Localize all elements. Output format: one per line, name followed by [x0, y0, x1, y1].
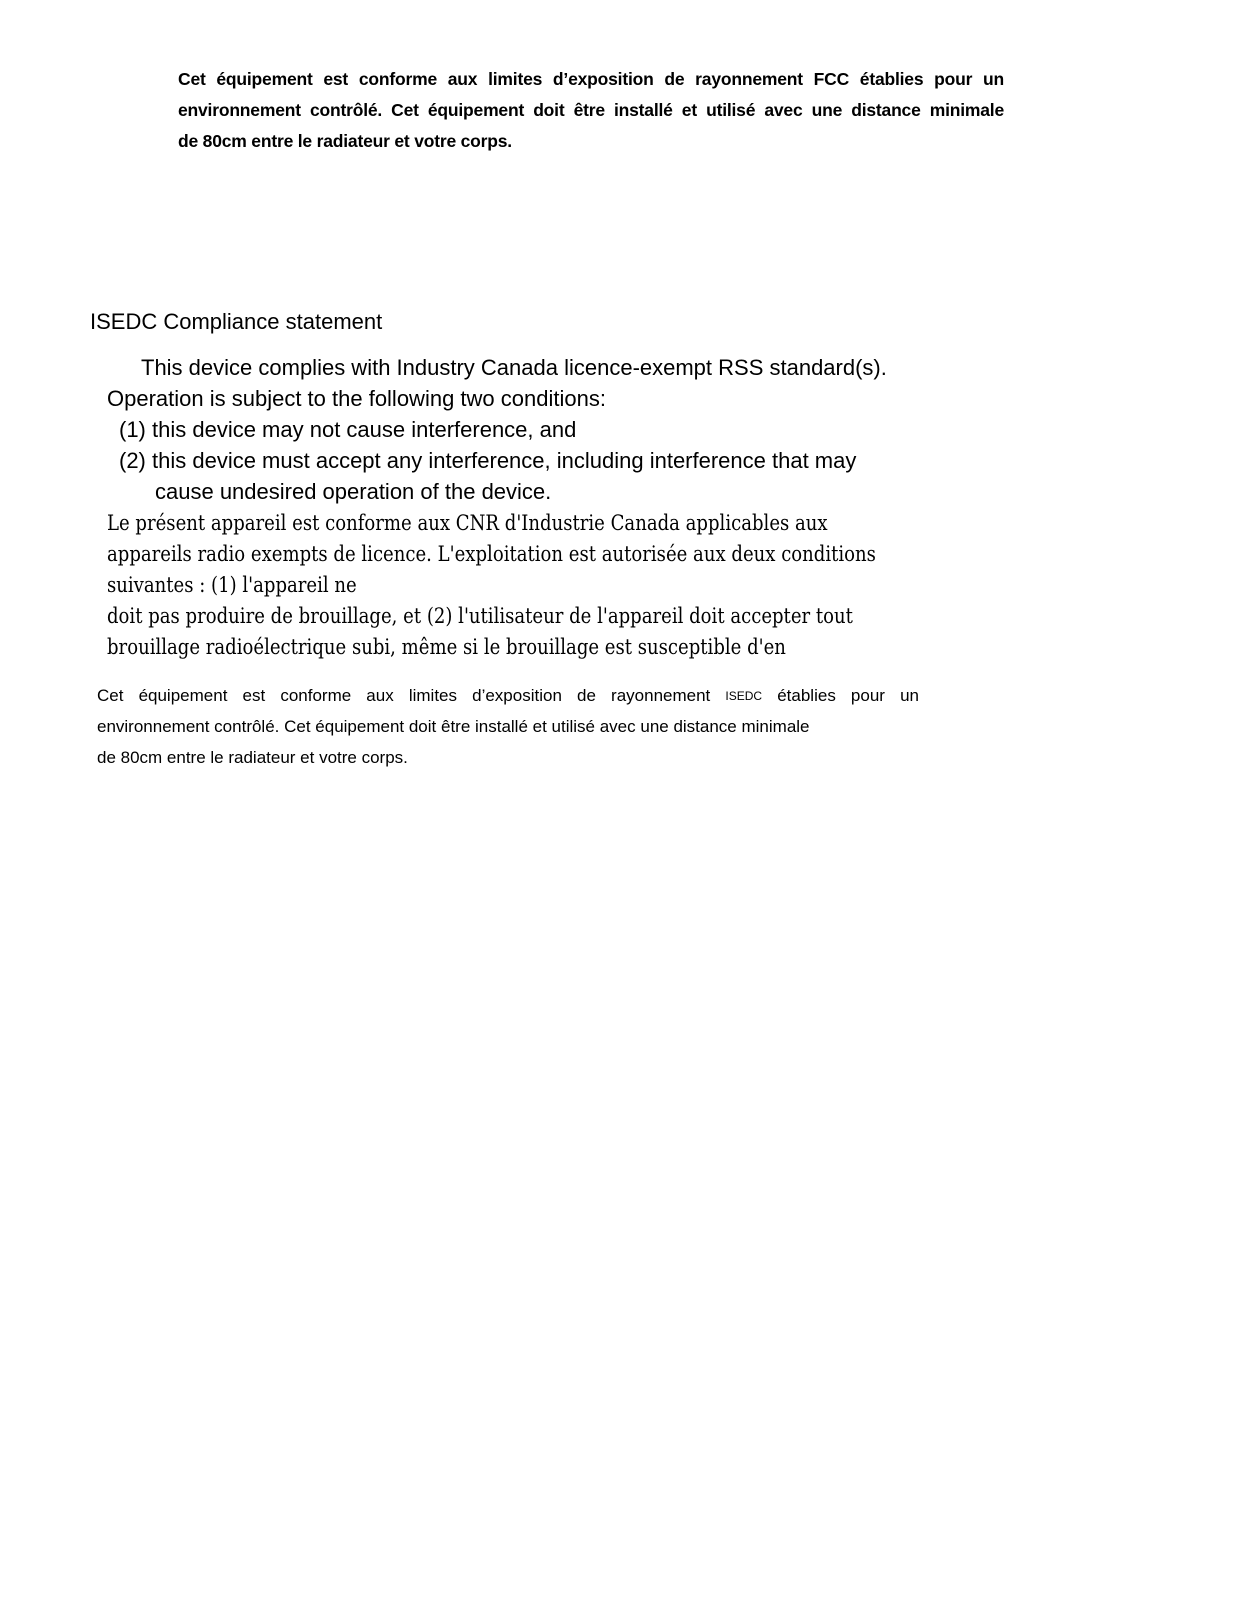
isedc-exposure-line-1	[97, 680, 919, 711]
isedc-exposure-line-1-start: Cet équipement est conforme aux limites d’exposition de rayonnement	[97, 686, 711, 705]
isedc-en-line-1: This device complies with Industry Canada licence-exempt RSS standard(s).	[141, 355, 887, 380]
isedc-en-line-2: Operation is subject to the following two conditions:	[107, 386, 606, 411]
isedc-exposure-line-1-end: établies pour un	[777, 686, 919, 705]
isedc-exposure-line-3: de 80cm entre le radiateur et votre corps.	[97, 748, 408, 767]
fcc-exposure-statement-fr	[178, 64, 1004, 157]
isedc-statement-fr	[107, 508, 1001, 663]
isedc-fr-line-1: Le présent appareil est conforme aux CNR d'Industrie Canada applicables aux	[107, 511, 828, 535]
fcc-exposure-line-1: Cet équipement est conforme aux limites d’exposition de rayonnement FCC établies pour un	[178, 69, 1004, 89]
isedc-heading: ISEDC Compliance statement	[90, 309, 383, 334]
isedc-fr-line-5: brouillage radioélectrique subi, même si le brouillage est susceptible d'en	[107, 635, 786, 659]
isedc-exposure-line-2: environnement contrôlé. Cet équipement doit être installé et utilisé avec une distance minimale	[97, 717, 810, 736]
isedc-en-condition-1: (1) this device may not cause interference, and	[119, 417, 577, 442]
isedc-en-condition-2: (2) this device must accept any interference, including interference that may	[119, 448, 857, 473]
isedc-fr-line-2: appareils radio exempts de licence. L'exploitation est autorisée aux deux conditions	[107, 542, 876, 566]
fcc-exposure-line-2: environnement contrôlé. Cet équipement doit être installé et utilisé avec une distance minimale	[178, 100, 1004, 120]
isedc-fr-line-4: doit pas produire de brouillage, et (2) l'utilisateur de l'appareil doit accepter tout	[107, 604, 853, 628]
isedc-exposure-statement-fr	[97, 680, 919, 773]
isedc-fr-line-3: suivantes : (1) l'appareil ne	[107, 573, 357, 597]
isedc-tag: ISEDC	[725, 689, 763, 703]
isedc-en-condition-2-cont: cause undesired operation of the device.	[155, 479, 552, 504]
fcc-exposure-line-3: de 80cm entre le radiateur et votre corps.	[178, 131, 512, 151]
